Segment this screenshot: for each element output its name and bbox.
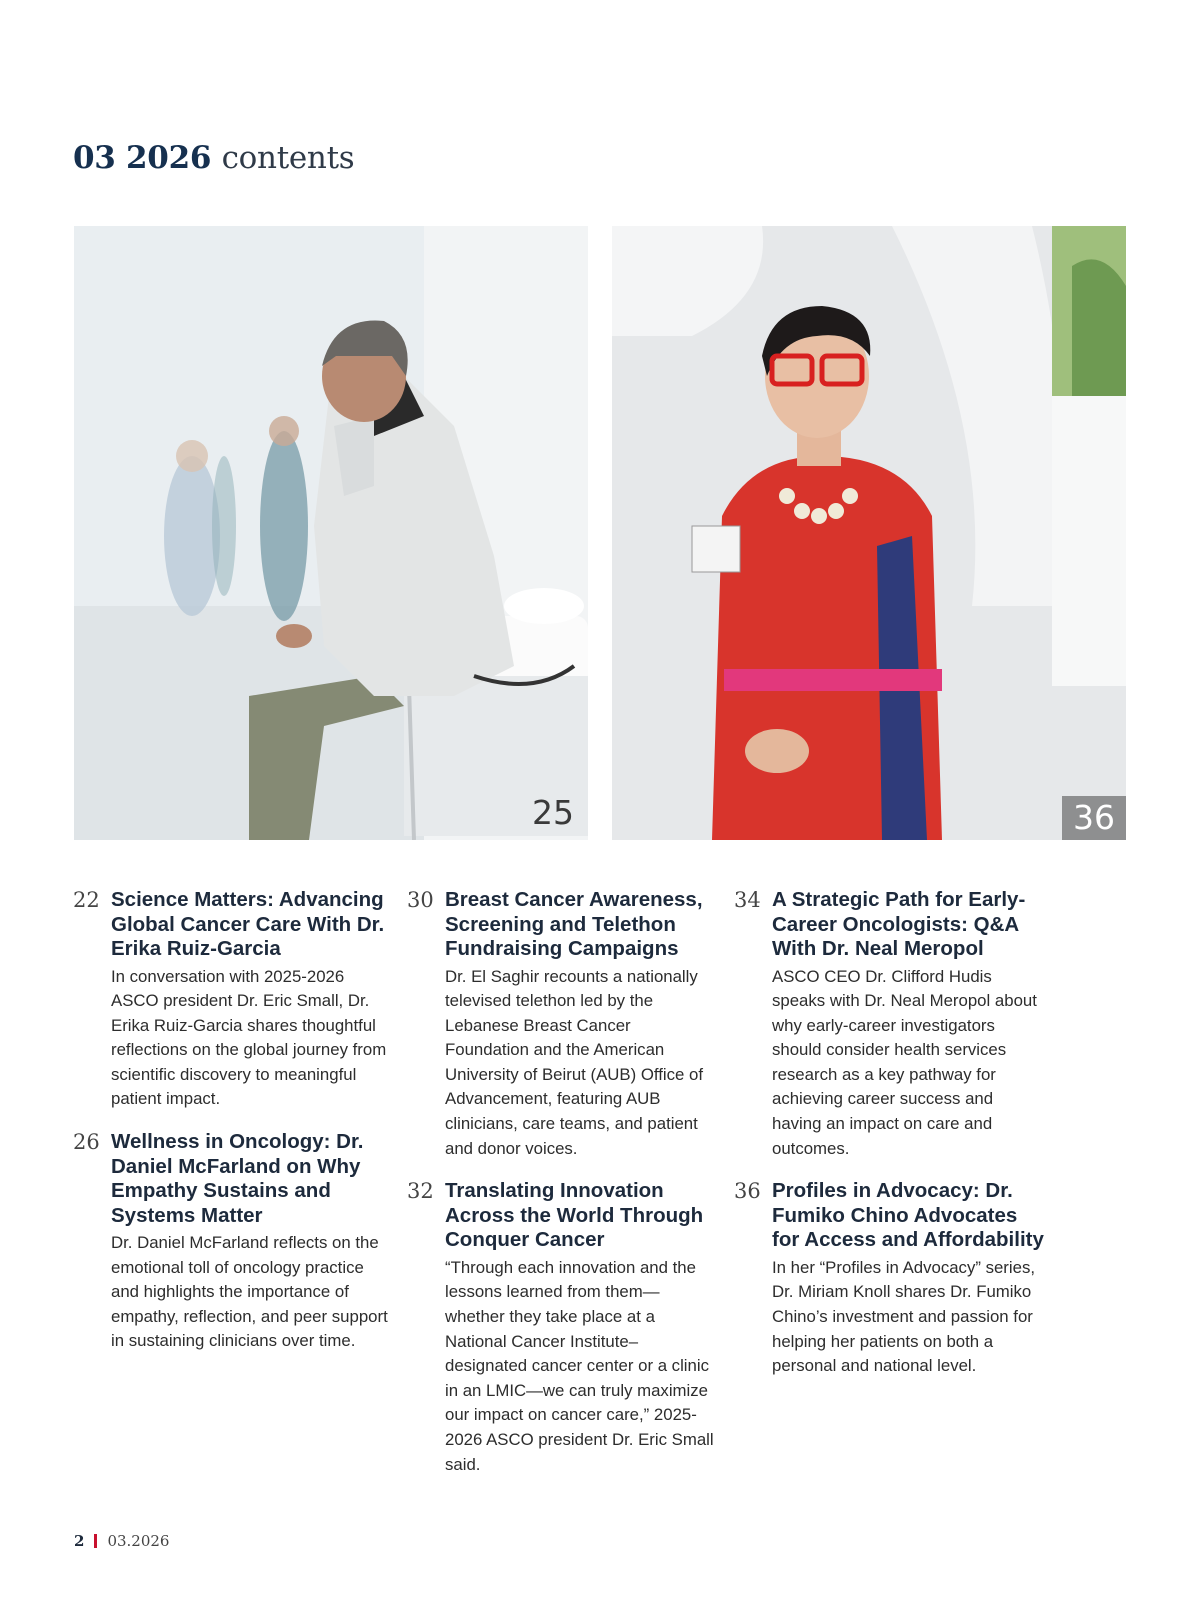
toc-description: ASCO CEO Dr. Clifford Hudis speaks with Dr. Neal Meropol about why early-career investigators should consider health services research as a key pathway for achieving career success and having an impact on care and outcomes. [772,966,1037,1158]
toc-page-number: 36 [734,1179,761,1204]
photo-woman-red-dress[interactable] [612,226,1126,840]
footer-page-number: 2 [74,1532,85,1550]
toc-column-2 [407,888,719,1495]
toc-title[interactable]: A Strategic Path for Early-Career Oncologists: Q&A With Dr. Neal Meropol [772,888,1026,960]
toc-description: In her “Profiles in Advocacy” series, Dr. Miriam Knoll shares Dr. Fumiko Chino’s investment and passion for helping her patients on both a personal and national level. [772,1257,1036,1376]
toc-page-number: 34 [734,888,761,912]
toc-title[interactable]: Translating Innovation Across the World Through Conquer Cancer [445,1179,704,1252]
page-title [73,140,354,176]
toc-description: “Through each innovation and the lessons learned from them—whether they take place at a National Cancer Institute–designated cancer center or a clinic in an LMIC—we can truly maximize our impact on cancer care,” 2025-2026 ASCO president Dr. Eric Small said. [445,1257,714,1474]
toc-description: Dr. Daniel McFarland reflects on the emotional toll of oncology practice and highlights the importance of empathy, reflection, and peer support in sustaining clinicians over time. [111,1233,388,1351]
doctor-illustration [74,226,588,840]
toc-column-1 [73,888,393,1372]
toc-page-number: 30 [407,888,434,912]
issue-date: 03 2026 [73,140,212,176]
toc-title[interactable]: Profiles in Advocacy: Dr. Fumiko Chino Advocates for Access and Affordability [772,1179,1044,1252]
footer-divider [94,1534,97,1548]
toc-page-number: 26 [73,1130,100,1155]
toc-title[interactable]: Wellness in Oncology: Dr. Daniel McFarland on Why Empathy Sustains and Systems Matter [111,1130,364,1227]
toc-entry[interactable] [407,888,719,1161]
photo-doctor-on-bed[interactable] [74,226,588,840]
toc-title[interactable]: Science Matters: Advancing Global Cancer Care With Dr. Erika Ruiz-Garcia [111,888,385,960]
toc-title[interactable]: Breast Cancer Awareness, Screening and Telethon Fundraising Campaigns [445,888,703,960]
woman-illustration [612,226,1126,840]
contents-word: contents [221,140,355,176]
toc-entry[interactable] [734,888,1046,1161]
toc-entry[interactable] [73,1130,393,1354]
toc-description: In conversation with 2025-2026 ASCO president Dr. Eric Small, Dr. Erika Ruiz-Garcia shares thoughtful reflections on the global journey from scientific discovery to meaningful patient impact. [111,966,387,1109]
toc-column-3 [734,888,1046,1397]
toc-entry[interactable] [734,1179,1046,1378]
page-number-25: 25 [532,793,574,832]
toc-page-number: 22 [73,888,100,912]
page-number-36: 36 [1062,796,1126,840]
page-footer [74,1532,169,1550]
toc-description: Dr. El Saghir recounts a nationally televised telethon led by the Lebanese Breast Cancer Foundation and the American University of Beirut (AUB) Office of Advancement, featuring AUB clinicians, care teams, and patient and donor voices. [445,966,704,1158]
toc-entry[interactable] [73,888,393,1112]
toc-page-number: 32 [407,1179,434,1204]
footer-date: 03.2026 [107,1532,170,1550]
toc-entry[interactable] [407,1179,719,1477]
